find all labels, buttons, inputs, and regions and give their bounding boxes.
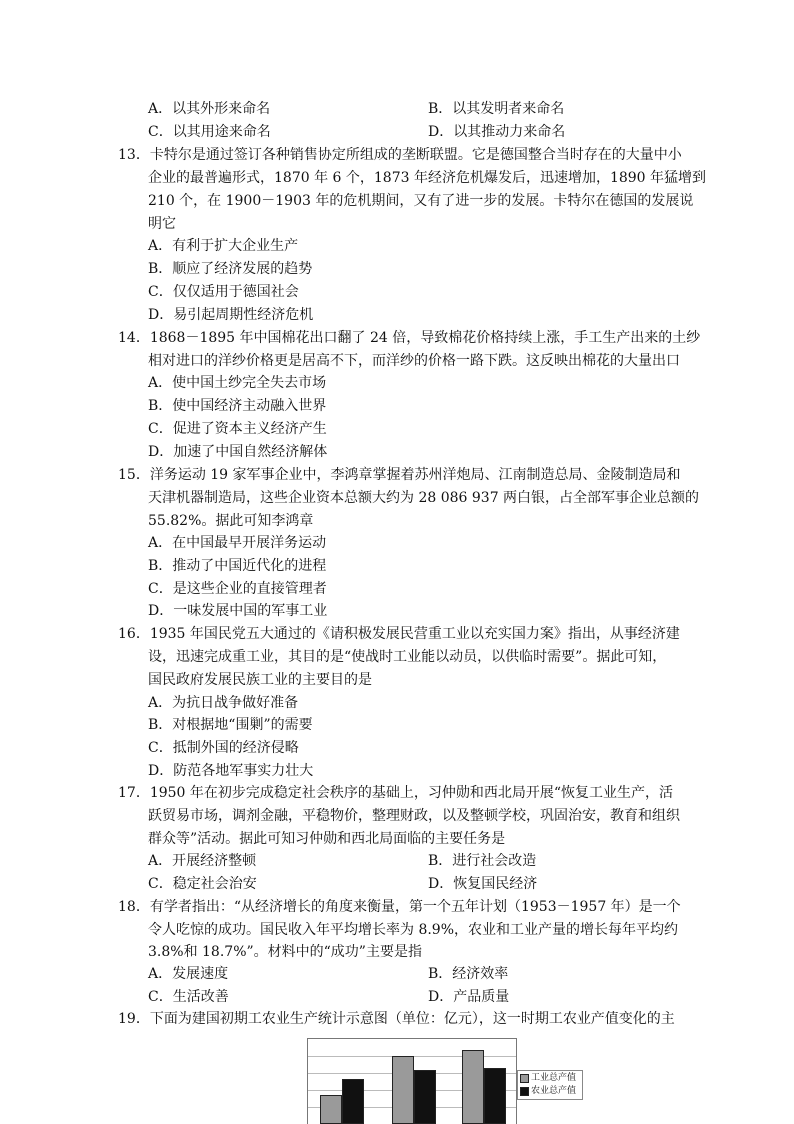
q15-option-b: B．推动了中国近代化的进程: [148, 558, 327, 574]
legend-label-industry: 工业总产值: [531, 1073, 577, 1083]
q17-stem-line-3: 群众等”活动。据此可知习仲勋和西北局面临的主要任务是: [148, 831, 506, 847]
q14-option-a: A．使中国土纱完全失去市场: [148, 375, 327, 391]
q12-option-c: C．以其用途来命名: [148, 124, 271, 140]
q17-option-b: B．进行社会改造: [428, 853, 537, 869]
q15-option-c: C．是这些企业的直接管理者: [148, 581, 327, 597]
q12-option-b: B．以其发明者来命名: [428, 101, 565, 117]
bar-industry-3: [462, 1050, 484, 1124]
q18-stem-line-2: 令人吃惊的成功。国民收入年平均增长率为 8.9%，农业和工业产量的增长每年平均约: [148, 922, 679, 938]
q18-stem-line-1: 18．有学者指出：“从经济增长的角度来衡量，第一个五年计划（1953－1957 年）是一个: [118, 899, 681, 915]
q19-stem-line-1: 19．下面为建国初期工农业生产统计示意图（单位：亿元），这一时期工农业产值变化的主: [118, 1011, 675, 1027]
q13-option-b: B．顺应了经济发展的趋势: [148, 261, 313, 277]
bar-industry-2: [392, 1056, 414, 1124]
legend-item-industry: [520, 1072, 580, 1085]
q16-option-c: C．抵制外国的经济侵略: [148, 740, 299, 756]
bar-agriculture-2: [414, 1070, 436, 1124]
q13-stem-line-3: 210 个，在 1900－1903 年的危机期间，又有了进一步的发展。卡特尔在德国的发展说: [148, 193, 694, 209]
q14-option-d: D．加速了中国自然经济解体: [148, 444, 328, 460]
q17-option-d: D．恢复国民经济: [428, 876, 538, 892]
legend-swatch-industry: [520, 1074, 529, 1083]
q13-stem-line-4: 明它: [148, 216, 176, 232]
q15-stem-line-3: 55.82%。据此可知李鸿章: [148, 513, 314, 529]
bar-agriculture-3: [484, 1068, 506, 1124]
q18-stem-line-3: 3.8%和 18.7%”。材料中的“成功”主要是指: [148, 944, 422, 960]
chart-legend: [517, 1070, 583, 1100]
q13-option-a: A．有利于扩大企业生产: [148, 238, 299, 254]
q12-option-d: D．以其推动力来命名: [428, 124, 566, 140]
q14-option-c: C．促进了资本主义经济产生: [148, 421, 327, 437]
bar-industry-1: [320, 1095, 342, 1124]
legend-label-agriculture: 农业总产值: [531, 1086, 577, 1096]
q18-option-d: D．产品质量: [428, 989, 510, 1005]
q14-option-b: B．使中国经济主动融入世界: [148, 398, 327, 414]
q17-stem-line-1: 17．1950 年在初步完成稳定社会秩序的基础上，习仲勋和西北局开展“恢复工业生产，活: [118, 785, 674, 801]
q14-stem-line-1: 14．1868－1895 年中国棉花出口翻了 24 倍，导致棉花价格持续上涨，手工生产出来的土纱: [118, 330, 701, 346]
q16-stem-line-3: 国民政府发展民族工业的主要目的是: [148, 672, 372, 688]
q16-option-a: A．为抗日战争做好准备: [148, 695, 299, 711]
q18-option-c: C．生活改善: [148, 989, 229, 1005]
q16-stem-line-1: 16．1935 年国民党五大通过的《请积极发展民营重工业以充实国力案》指出，从事经济建: [118, 626, 680, 642]
q18-option-a: A．发展速度: [148, 966, 229, 982]
q13-option-c: C．仅仅适用于德国社会: [148, 284, 299, 300]
q13-stem-line-2: 企业的最普遍形式，1870 年 6 个，1873 年经济危机爆发后，迅速增加，1890 年猛增到: [148, 170, 707, 186]
q13-option-d: D．易引起周期性经济危机: [148, 307, 314, 323]
q15-stem-line-1: 15．洋务运动 19 家军事企业中，李鸿章掌握着苏州洋炮局、江南制造总局、金陵制造局和: [118, 467, 681, 483]
q17-option-a: A．开展经济整顿: [148, 853, 257, 869]
legend-item-agriculture: [520, 1085, 580, 1098]
q17-stem-line-2: 跃贸易市场，调剂金融，平稳物价，整理财政，以及整顿学校，巩固治安，教育和组织: [148, 808, 680, 824]
q19-bar-chart: [307, 1038, 517, 1124]
q13-stem-line-1: 13．卡特尔是通过签订各种销售协定所组成的垄断联盟。它是德国整合当时存在的大量中小: [118, 147, 682, 163]
q16-option-d: D．防范各地军事实力壮大: [148, 763, 314, 779]
q18-option-b: B．经济效率: [428, 966, 509, 982]
bar-agriculture-1: [342, 1079, 364, 1124]
q16-stem-line-2: 设，迅速完成重工业，其目的是“使战时工业能以动员，以供临时需要”。据此可知，: [148, 649, 667, 665]
q15-option-d: D．一味发展中国的军事工业: [148, 603, 328, 619]
q17-option-c: C．稳定社会治安: [148, 876, 257, 892]
q15-stem-line-2: 天津机器制造局，这些企业资本总额大约为 28 086 937 两白银，占全部军事企业总额的: [148, 490, 700, 506]
q12-option-a: A．以其外形来命名: [148, 101, 271, 117]
q15-option-a: A．在中国最早开展洋务运动: [148, 535, 327, 551]
q14-stem-line-2: 相对进口的洋纱价格更是居高不下，而洋纱的价格一路下跌。这反映出棉花的大量出口: [148, 353, 680, 369]
q16-option-b: B．对根据地“围剿”的需要: [148, 717, 313, 733]
legend-swatch-agriculture: [520, 1087, 529, 1096]
